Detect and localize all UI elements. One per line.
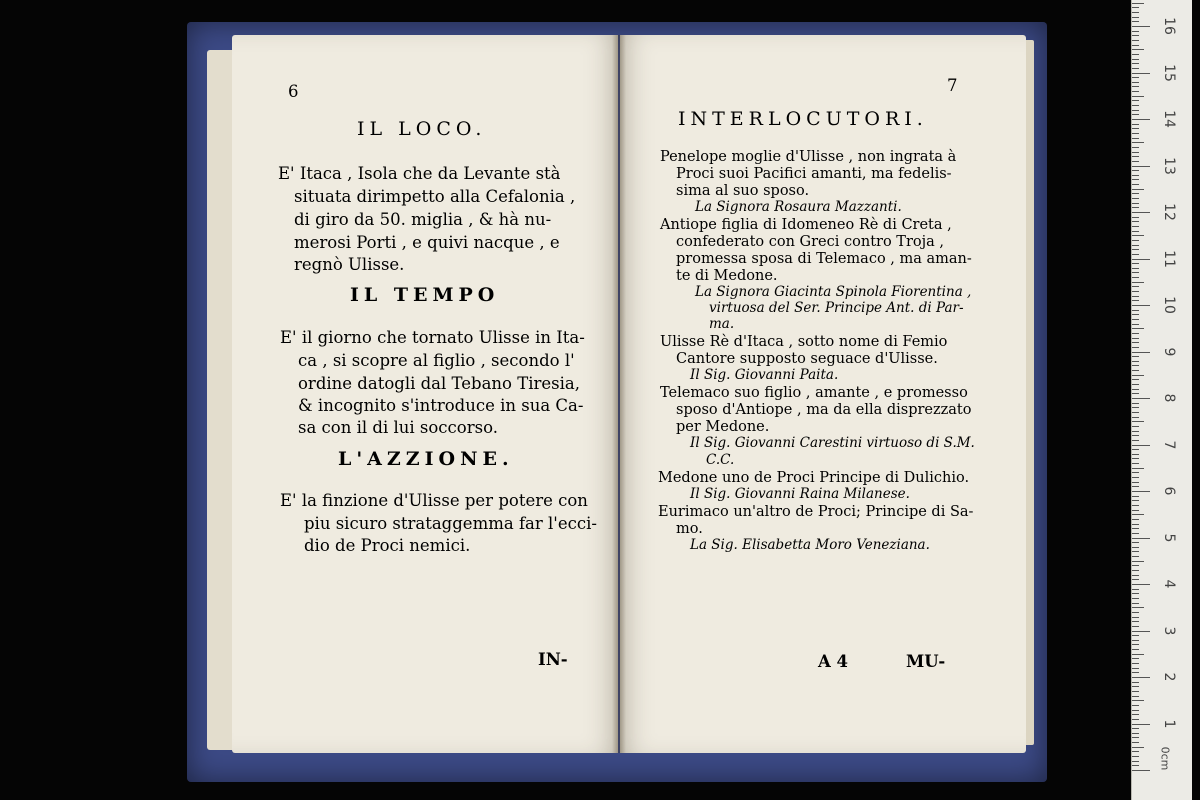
- ruler-tick: [1132, 737, 1139, 738]
- ruler-tick: [1132, 170, 1139, 171]
- ruler-tick: [1132, 407, 1139, 408]
- ruler-tick: [1132, 454, 1139, 455]
- ruler-tick: [1132, 175, 1139, 176]
- heading-loco: IL LOCO.: [357, 118, 487, 140]
- ruler-tick: [1132, 384, 1139, 385]
- loco-line: situata dirimpetto alla Cefalonia ,: [294, 187, 576, 206]
- ruler-tick: [1132, 742, 1139, 743]
- cast-singer: Il Sig. Giovanni Raina Milanese.: [690, 486, 910, 502]
- tempo-line: sa con il di lui soccorso.: [298, 418, 498, 437]
- ruler-tick: [1132, 147, 1139, 148]
- ruler-tick: [1132, 314, 1139, 315]
- ruler-tick: [1132, 179, 1139, 180]
- ruler-tick: [1132, 686, 1139, 687]
- left-page-number: 6: [288, 82, 299, 101]
- ruler-tick: [1132, 417, 1139, 418]
- ruler-number: 8: [1161, 393, 1177, 403]
- ruler-tick: [1132, 300, 1139, 301]
- ruler-tick: [1132, 747, 1144, 748]
- ruler-tick: [1132, 589, 1139, 590]
- ruler-tick: [1132, 547, 1139, 548]
- left-catchword: IN-: [538, 650, 568, 669]
- ruler-tick: [1132, 556, 1139, 557]
- ruler-tick: [1132, 128, 1139, 129]
- tempo-line: ordine datogli dal Tebano Tiresia,: [298, 374, 580, 393]
- ruler-tick: [1132, 161, 1139, 162]
- ruler-tick: [1132, 593, 1139, 594]
- ruler-tick: [1132, 491, 1150, 492]
- heading-tempo: IL TEMPO: [350, 284, 500, 306]
- ruler-tick: [1132, 658, 1139, 659]
- ruler-tick: [1132, 96, 1144, 97]
- ruler-tick: [1132, 221, 1139, 222]
- ruler-tick: [1132, 477, 1139, 478]
- ruler-tick: [1132, 710, 1139, 711]
- ruler-tick: [1132, 561, 1144, 562]
- ruler-tick: [1132, 551, 1139, 552]
- ruler-tick: [1132, 7, 1139, 8]
- ruler-tick: [1132, 682, 1139, 683]
- ruler-tick: [1132, 426, 1139, 427]
- azione-line: piu sicuro strataggemma far l'ecci-: [304, 514, 597, 533]
- ruler-tick: [1132, 598, 1139, 599]
- ruler-tick: [1132, 663, 1139, 664]
- ruler-tick: [1132, 268, 1139, 269]
- ruler-tick: [1132, 486, 1139, 487]
- ruler-tick: [1132, 296, 1139, 297]
- ruler-tick: [1132, 393, 1139, 394]
- ruler-tick: [1132, 226, 1139, 227]
- ruler-tick: [1132, 528, 1139, 529]
- ruler-tick: [1132, 319, 1139, 320]
- ruler-tick: [1132, 500, 1139, 501]
- ruler-number: 11: [1161, 249, 1177, 268]
- ruler-tick: [1132, 579, 1139, 580]
- cast-line: Eurimaco un'altro de Proci; Principe di Sa-: [658, 504, 974, 520]
- ruler-tick: [1132, 100, 1139, 101]
- ruler-number: 2: [1161, 672, 1177, 682]
- ruler-tick: [1132, 575, 1139, 576]
- cast-singer: Il Sig. Giovanni Paita.: [690, 367, 839, 383]
- ruler-tick: [1132, 12, 1139, 13]
- right-catchword: MU-: [906, 652, 946, 671]
- ruler-tick: [1132, 235, 1144, 236]
- cast-line: sima al suo sposo.: [676, 183, 810, 199]
- ruler-tick: [1132, 3, 1144, 4]
- cast-line: te di Medone.: [676, 268, 778, 284]
- ruler-tick: [1132, 68, 1139, 69]
- ruler-tick: [1132, 668, 1139, 669]
- book-gutter: [612, 35, 626, 753]
- ruler-number: 3: [1161, 626, 1177, 635]
- ruler-tick: [1132, 124, 1139, 125]
- ruler-tick: [1132, 142, 1144, 143]
- ruler-tick: [1132, 403, 1139, 404]
- ruler-tick: [1132, 272, 1139, 273]
- ruler-tick: [1132, 398, 1150, 399]
- ruler-tick: [1132, 696, 1139, 697]
- tempo-line: & incognito s'introduce in sua Ca-: [298, 396, 584, 415]
- ruler-tick: [1132, 626, 1139, 627]
- ruler-tick: [1132, 138, 1139, 139]
- ruler-number: 6: [1161, 486, 1177, 496]
- right-page-number: 7: [947, 76, 958, 95]
- ruler-tick: [1132, 333, 1139, 334]
- ruler-tick: [1132, 435, 1139, 436]
- ruler-tick: [1132, 310, 1139, 311]
- ruler-tick: [1132, 728, 1139, 729]
- cast-line: mo.: [676, 521, 703, 537]
- ruler-number: 12: [1161, 203, 1177, 221]
- ruler-tick: [1132, 431, 1139, 432]
- ruler-unit-label: 0cm: [1158, 746, 1172, 771]
- ruler-tick: [1132, 375, 1144, 376]
- ruler-tick: [1132, 231, 1139, 232]
- ruler-tick: [1132, 54, 1139, 55]
- ruler-tick: [1132, 105, 1139, 106]
- ruler-tick: [1132, 640, 1139, 641]
- ruler-number: 10: [1161, 296, 1177, 314]
- ruler-tick: [1132, 514, 1144, 515]
- ruler-tick: [1132, 217, 1139, 218]
- ruler-tick: [1132, 184, 1139, 185]
- ruler-tick: [1132, 672, 1139, 673]
- ruler-tick: [1132, 45, 1139, 46]
- ruler-tick: [1132, 166, 1150, 167]
- ruler-tick: [1132, 631, 1150, 632]
- ruler-tick: [1132, 458, 1139, 459]
- ruler-number: 5: [1161, 533, 1177, 542]
- ruler-tick: [1132, 152, 1139, 153]
- heading-azione: L'AZZIONE.: [338, 448, 514, 470]
- ruler-tick: [1132, 724, 1150, 725]
- left-page: [232, 35, 618, 753]
- cast-singer: C.C.: [706, 452, 735, 468]
- ruler-tick: [1132, 765, 1139, 766]
- cast-line: confederato con Greci contro Troja ,: [676, 234, 944, 250]
- cast-singer: ma.: [709, 316, 735, 332]
- ruler-tick: [1132, 472, 1139, 473]
- ruler-tick: [1132, 86, 1139, 87]
- ruler-tick: [1132, 245, 1139, 246]
- loco-line: regnò Ulisse.: [294, 255, 405, 274]
- loco-line: merosi Porti , e quivi nacque , e: [294, 233, 560, 252]
- ruler-tick: [1132, 49, 1144, 50]
- ruler-tick: [1132, 286, 1139, 287]
- ruler-tick: [1132, 751, 1139, 752]
- ruler-tick: [1132, 533, 1139, 534]
- ruler-tick: [1132, 510, 1139, 511]
- cast-singer: virtuosa del Ser. Principe Ant. di Par-: [709, 300, 964, 316]
- ruler-tick: [1132, 291, 1139, 292]
- cast-line: Penelope moglie d'Ulisse , non ingrata à: [660, 149, 957, 165]
- ruler-tick: [1132, 114, 1139, 115]
- ruler-number: 16: [1161, 17, 1177, 35]
- cast-line: per Medone.: [676, 419, 770, 435]
- cast-line: sposo d'Antiope , ma da ella disprezzato: [676, 402, 972, 418]
- ruler-tick: [1132, 282, 1144, 283]
- ruler-tick: [1132, 35, 1139, 36]
- ruler-tick: [1132, 468, 1144, 469]
- ruler-tick: [1132, 356, 1139, 357]
- ruler-tick: [1132, 505, 1139, 506]
- ruler-tick: [1132, 677, 1150, 678]
- ruler-tick: [1132, 119, 1150, 120]
- azione-line: E' la finzione d'Ulisse per potere con: [280, 491, 588, 510]
- ruler-tick: [1132, 756, 1139, 757]
- ruler-tick: [1132, 570, 1139, 571]
- ruler-tick: [1132, 338, 1139, 339]
- azione-line: dio de Proci nemici.: [304, 536, 471, 555]
- ruler-number: 9: [1161, 347, 1177, 356]
- ruler-tick: [1132, 277, 1139, 278]
- ruler-tick: [1132, 240, 1139, 241]
- ruler-tick: [1132, 519, 1139, 520]
- loco-line: di giro da 50. miglia , & hà nu-: [294, 210, 552, 229]
- ruler-tick: [1132, 352, 1150, 353]
- ruler-tick: [1132, 621, 1139, 622]
- ruler-tick: [1132, 612, 1139, 613]
- cast-line: promessa sposa di Telemaco , ma aman-: [676, 251, 972, 267]
- ruler-tick: [1132, 440, 1139, 441]
- ruler-tick: [1132, 607, 1144, 608]
- heading-interlocutori: INTERLOCUTORI.: [678, 108, 928, 130]
- ruler-number: 7: [1161, 440, 1177, 449]
- ruler-tick: [1132, 565, 1139, 566]
- cast-singer: Il Sig. Giovanni Carestini virtuoso di S.M.: [690, 435, 975, 451]
- ruler-tick: [1132, 445, 1150, 446]
- ruler-tick: [1132, 26, 1150, 27]
- ruler-tick: [1132, 63, 1139, 64]
- ruler-tick: [1132, 254, 1139, 255]
- ruler-tick: [1132, 110, 1139, 111]
- ruler-tick: [1132, 389, 1139, 390]
- cast-singer: La Sig. Elisabetta Moro Veneziana.: [690, 537, 930, 553]
- ruler-tick: [1132, 482, 1139, 483]
- ruler-tick: [1132, 761, 1139, 762]
- ruler-number: 13: [1161, 156, 1177, 175]
- ruler-tick: [1132, 370, 1139, 371]
- cast-line: Proci suoi Pacifici amanti, ma fedelis-: [676, 166, 952, 182]
- ruler-tick: [1132, 212, 1150, 213]
- ruler-tick: [1132, 198, 1139, 199]
- ruler-tick: [1132, 719, 1139, 720]
- ruler-tick: [1132, 189, 1144, 190]
- ruler-tick: [1132, 40, 1139, 41]
- ruler-tick: [1132, 496, 1139, 497]
- ruler-tick: [1132, 203, 1139, 204]
- loco-line: E' Itaca , Isola che da Levante stà: [278, 164, 561, 183]
- ruler-tick: [1132, 538, 1150, 539]
- ruler-tick: [1132, 156, 1139, 157]
- ruler-tick: [1132, 59, 1139, 60]
- cast-line: Ulisse Rè d'Itaca , sotto nome di Femio: [660, 334, 948, 350]
- ruler-tick: [1132, 421, 1144, 422]
- ruler-tick: [1132, 324, 1139, 325]
- ruler-tick: [1132, 21, 1139, 22]
- cast-line: Antiope figlia di Idomeneo Rè di Creta ,: [660, 217, 952, 233]
- ruler-tick: [1132, 328, 1144, 329]
- ruler-tick: [1132, 31, 1139, 32]
- ruler-tick: [1132, 412, 1139, 413]
- ruler-tick: [1132, 91, 1139, 92]
- ruler-tick: [1132, 379, 1139, 380]
- ruler-tick: [1132, 342, 1139, 343]
- ruler-tick: [1132, 193, 1139, 194]
- ruler-tick: [1132, 700, 1144, 701]
- ruler-tick: [1132, 649, 1139, 650]
- ruler-tick: [1132, 644, 1139, 645]
- ruler-tick: [1132, 524, 1139, 525]
- cast-singer: La Signora Giacinta Spinola Fiorentina ,: [695, 284, 972, 300]
- ruler-tick: [1132, 259, 1150, 260]
- ruler-tick: [1132, 77, 1139, 78]
- ruler-tick: [1132, 617, 1139, 618]
- cast-line: Cantore supposto seguace d'Ulisse.: [676, 351, 938, 367]
- ruler-tick: [1132, 635, 1139, 636]
- ruler-number: 1: [1161, 719, 1177, 728]
- ruler-tick: [1132, 249, 1139, 250]
- left-page-edges: [207, 50, 235, 750]
- tempo-line: E' il giorno che tornato Ulisse in Ita-: [280, 328, 585, 347]
- ruler-tick: [1132, 73, 1150, 74]
- ruler-tick: [1132, 714, 1139, 715]
- ruler-tick: [1132, 17, 1139, 18]
- ruler-tick: [1132, 305, 1150, 306]
- ruler-tick: [1132, 584, 1150, 585]
- cast-line: Telemaco suo figlio , amante , e promesso: [660, 385, 968, 401]
- ruler-tick: [1132, 263, 1139, 264]
- ruler-tick: [1132, 770, 1150, 771]
- signature-mark: A 4: [818, 652, 849, 671]
- ruler-tick: [1132, 691, 1139, 692]
- ruler-tick: [1132, 603, 1139, 604]
- ruler-number: 4: [1161, 579, 1177, 589]
- ruler-tick: [1132, 82, 1139, 83]
- ruler-number: 14: [1161, 110, 1177, 128]
- ruler-tick: [1132, 361, 1139, 362]
- ruler-tick: [1132, 347, 1139, 348]
- ruler-tick: [1132, 463, 1139, 464]
- ruler-tick: [1132, 654, 1144, 655]
- cast-singer: La Signora Rosaura Mazzanti.: [695, 199, 902, 215]
- ruler-tick: [1132, 133, 1139, 134]
- ruler-tick: [1132, 542, 1139, 543]
- ruler-tick: [1132, 365, 1139, 366]
- ruler-tick: [1132, 449, 1139, 450]
- tempo-line: ca , si scopre al figlio , secondo l': [298, 351, 575, 370]
- ruler-tick: [1132, 733, 1139, 734]
- ruler-number: 15: [1161, 63, 1177, 82]
- measuring-ruler: [1131, 0, 1192, 800]
- ruler-tick: [1132, 207, 1139, 208]
- cast-line: Medone uno de Proci Principe di Dulichio.: [658, 470, 970, 486]
- ruler-tick: [1132, 705, 1139, 706]
